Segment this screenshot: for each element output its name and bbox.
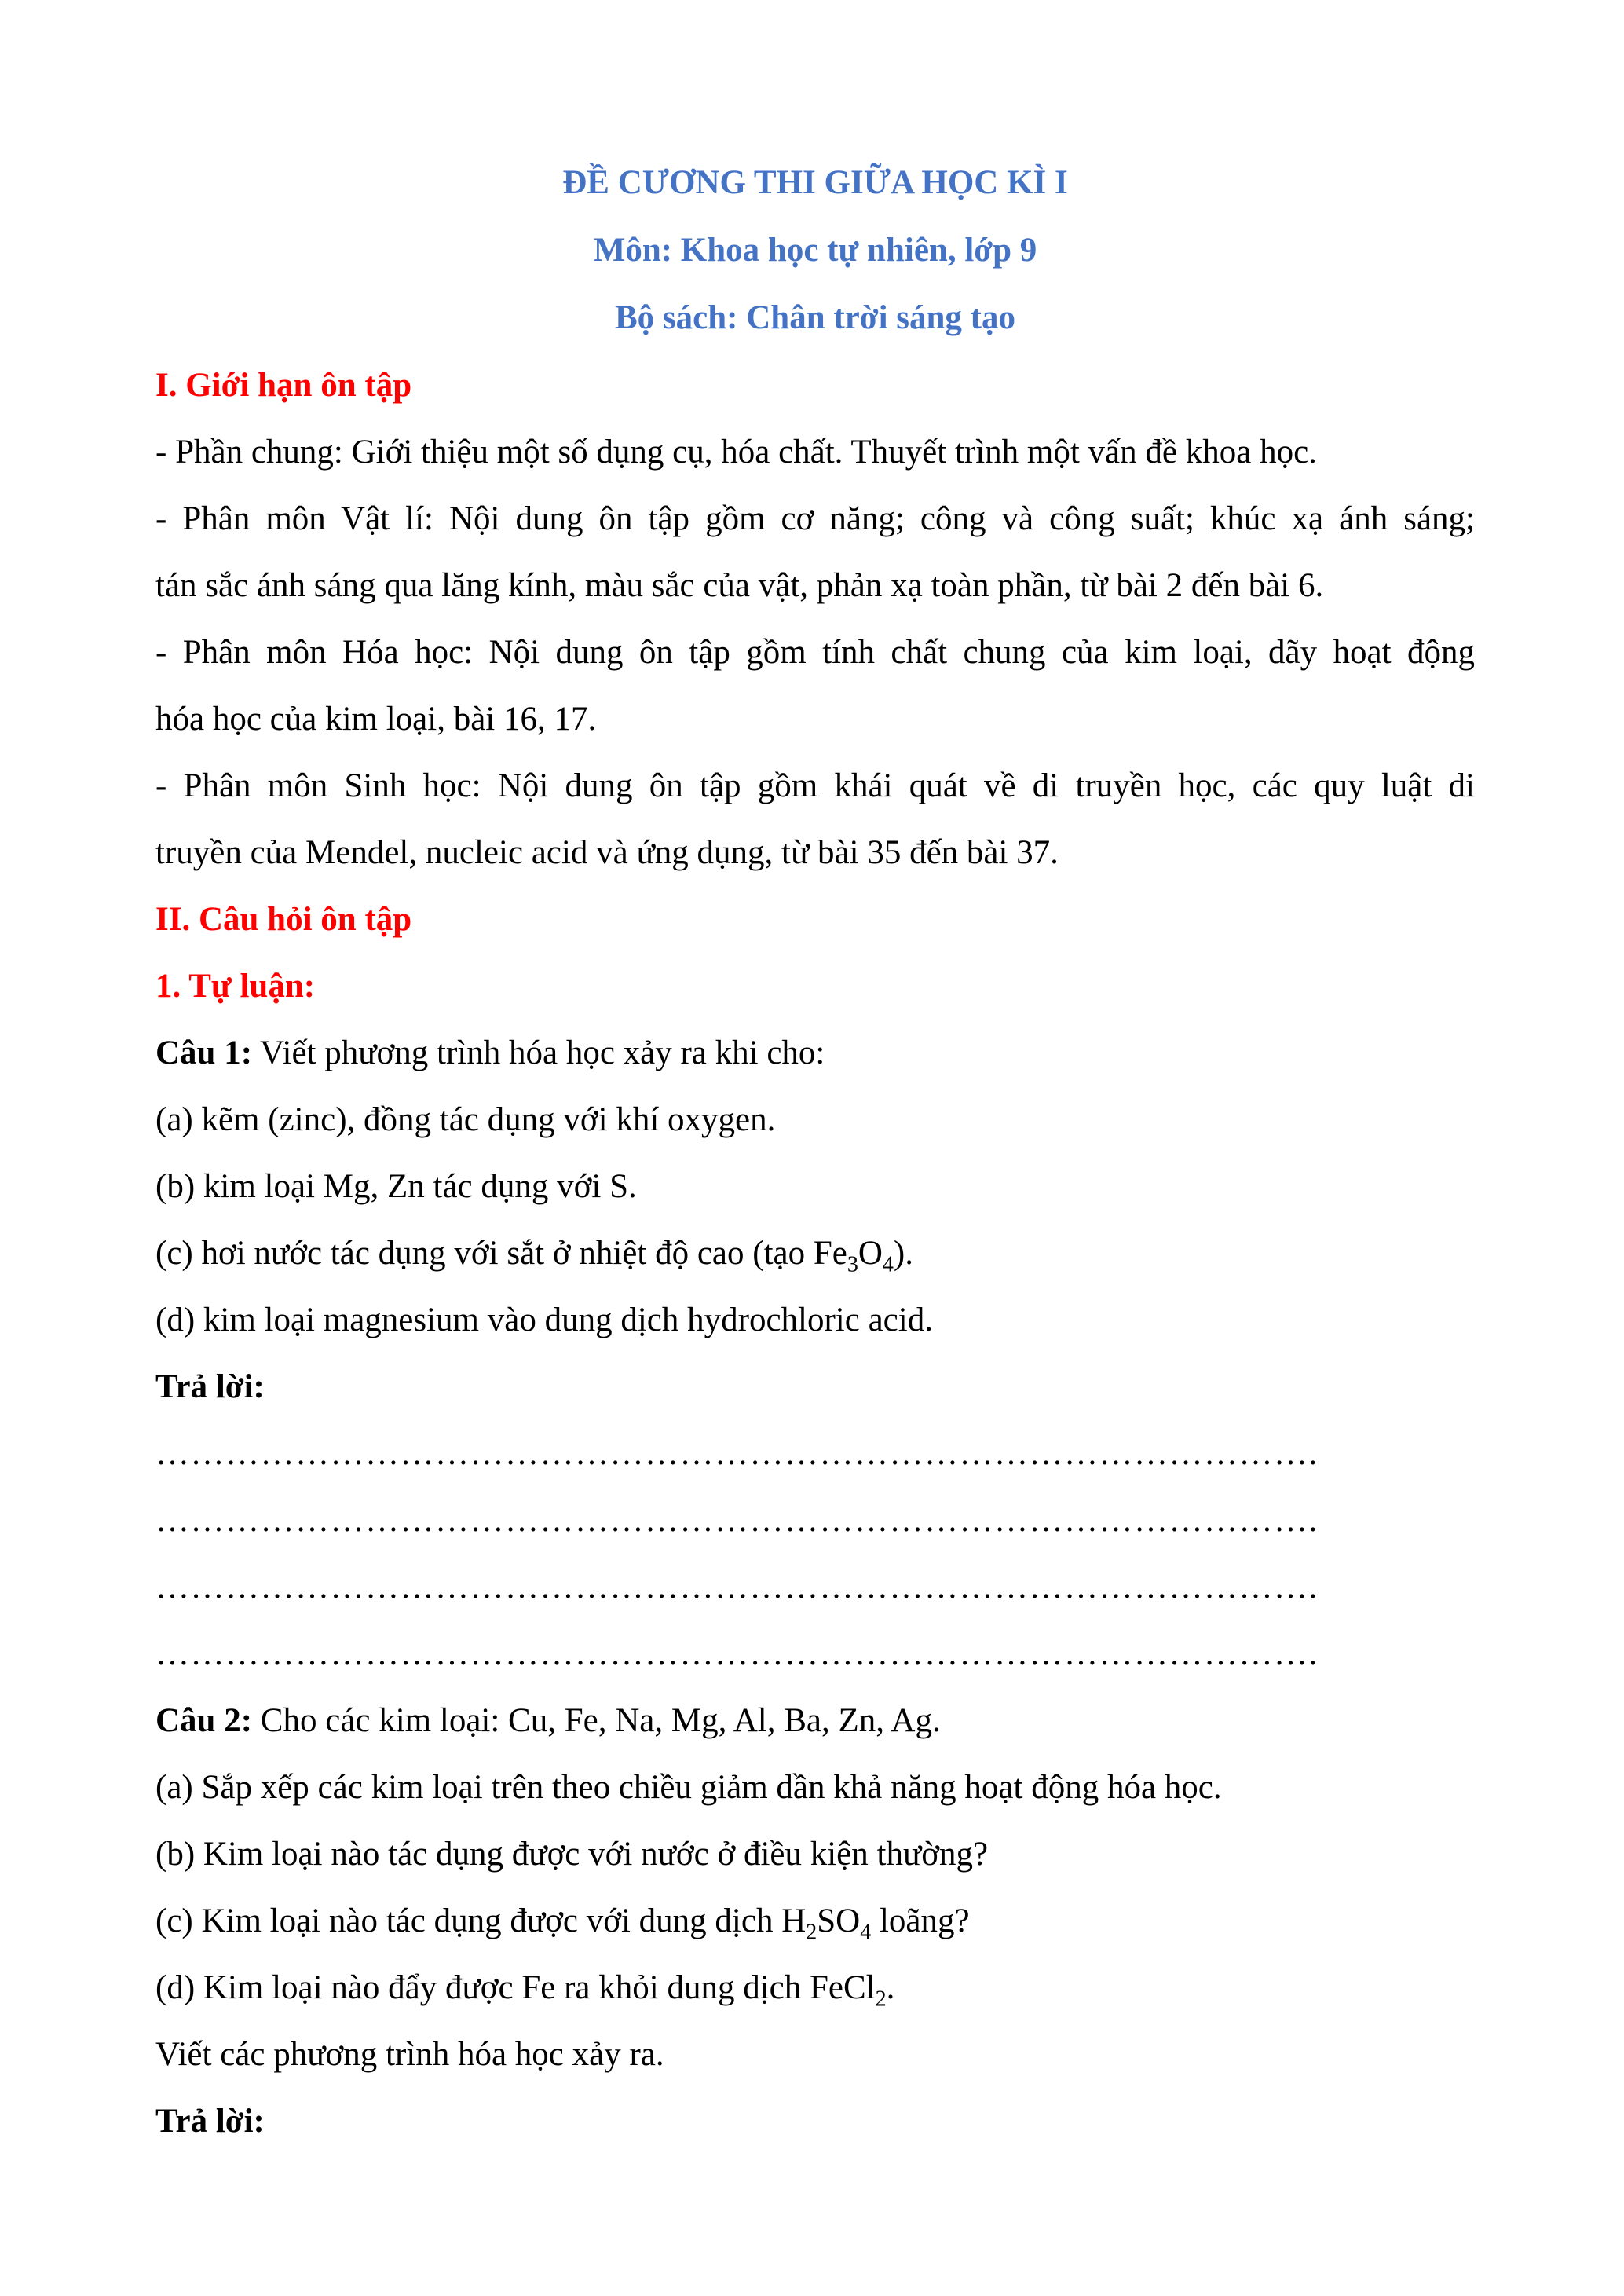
section-1-paragraph-2-line-2: tán sắc ánh sáng qua lăng kính, màu sắc của vật, phản xạ toàn phần, từ bài 2 đến bài 6.	[155, 567, 1324, 604]
answer-dotted-line: ……………………………………………………………………………………….	[155, 1435, 1319, 1472]
question-1-label: Câu 1:	[155, 1034, 253, 1071]
section-2-heading: II. Câu hỏi ôn tập	[155, 901, 412, 938]
answer-dotted-line: ……………………………………………………………………………………….	[155, 1635, 1319, 1672]
document-title: ĐỀ CƯƠNG THI GIỮA HỌC KÌ I	[562, 164, 1068, 201]
question-1-answer-label: Trả lời:	[155, 1368, 265, 1405]
answer-dotted-line: ……………………………………………………………………………………….	[155, 1502, 1319, 1539]
section-1-heading: I. Giới hạn ôn tập	[155, 367, 412, 404]
question-1-item-b: (b) kim loại Mg, Zn tác dụng với S.	[155, 1168, 637, 1205]
section-1-paragraph-1: - Phần chung: Giới thiệu một số dụng cụ, hóa chất. Thuyết trình một vấn đề khoa học.	[155, 434, 1317, 471]
section-1-paragraph-4-line-1: - Phân môn Sinh học: Nội dung ôn tập gồm khái quát về di truyền học, các quy luật di	[155, 767, 1475, 804]
question-1-item-a: (a) kẽm (zinc), đồng tác dụng với khí oxygen.	[155, 1101, 776, 1138]
book-line: Bộ sách: Chân trời sáng tạo	[615, 299, 1015, 336]
question-2-closing: Viết các phương trình hóa học xảy ra.	[155, 2036, 664, 2073]
question-1-text: Viết phương trình hóa học xảy ra khi cho:	[252, 1034, 825, 1071]
question-2-item-c: (c) Kim loại nào tác dụng được với dung dịch $H_2SO_4$ loãng?	[155, 1902, 970, 1945]
section-1-paragraph-4-line-2: truyền của Mendel, nucleic acid và ứng dụng, từ bài 35 đến bài 37.	[155, 834, 1059, 871]
question-2-answer-label: Trả lời:	[155, 2103, 265, 2140]
section-1-paragraph-3-line-1: - Phân môn Hóa học: Nội dung ôn tập gồm tính chất chung của kim loại, dãy hoạt động	[155, 634, 1475, 671]
question-1	[155, 1020, 1475, 1086]
section-1-paragraph-2-line-1: - Phân môn Vật lí: Nội dung ôn tập gồm cơ năng; công và công suất; khúc xạ ánh sáng;	[155, 500, 1475, 537]
document-page	[155, 149, 1475, 2155]
question-2-item-b: (b) Kim loại nào tác dụng được với nước ở điều kiện thường?	[155, 1836, 989, 1873]
question-2	[155, 1687, 1475, 1754]
question-1-item-d: (d) kim loại magnesium vào dung dịch hydrochloric acid.	[155, 1302, 933, 1338]
question-2-text: Cho các kim loại: Cu, Fe, Na, Mg, Al, Ba, Zn, Ag.	[252, 1702, 941, 1739]
question-2-item-d: (d) Kim loại nào đẩy được Fe ra khỏi dung dịch FeCl$_2$.	[155, 1969, 895, 2012]
answer-dotted-line: ……………………………………………………………………………………….	[155, 1569, 1319, 1606]
section-1-paragraph-3-line-2: hóa học của kim loại, bài 16, 17.	[155, 701, 597, 738]
subsection-essay-heading: 1. Tự luận:	[155, 968, 316, 1005]
subject-line: Môn: Khoa học tự nhiên, lớp 9	[593, 232, 1037, 269]
question-1-item-c: (c) hơi nước tác dụng với sắt ở nhiệt độ cao (tạo $Fe_3O_4$).	[155, 1235, 913, 1277]
question-2-item-a: (a) Sắp xếp các kim loại trên theo chiều giảm dần khả năng hoạt động hóa học.	[155, 1769, 1222, 1806]
question-2-label: Câu 2:	[155, 1702, 253, 1739]
